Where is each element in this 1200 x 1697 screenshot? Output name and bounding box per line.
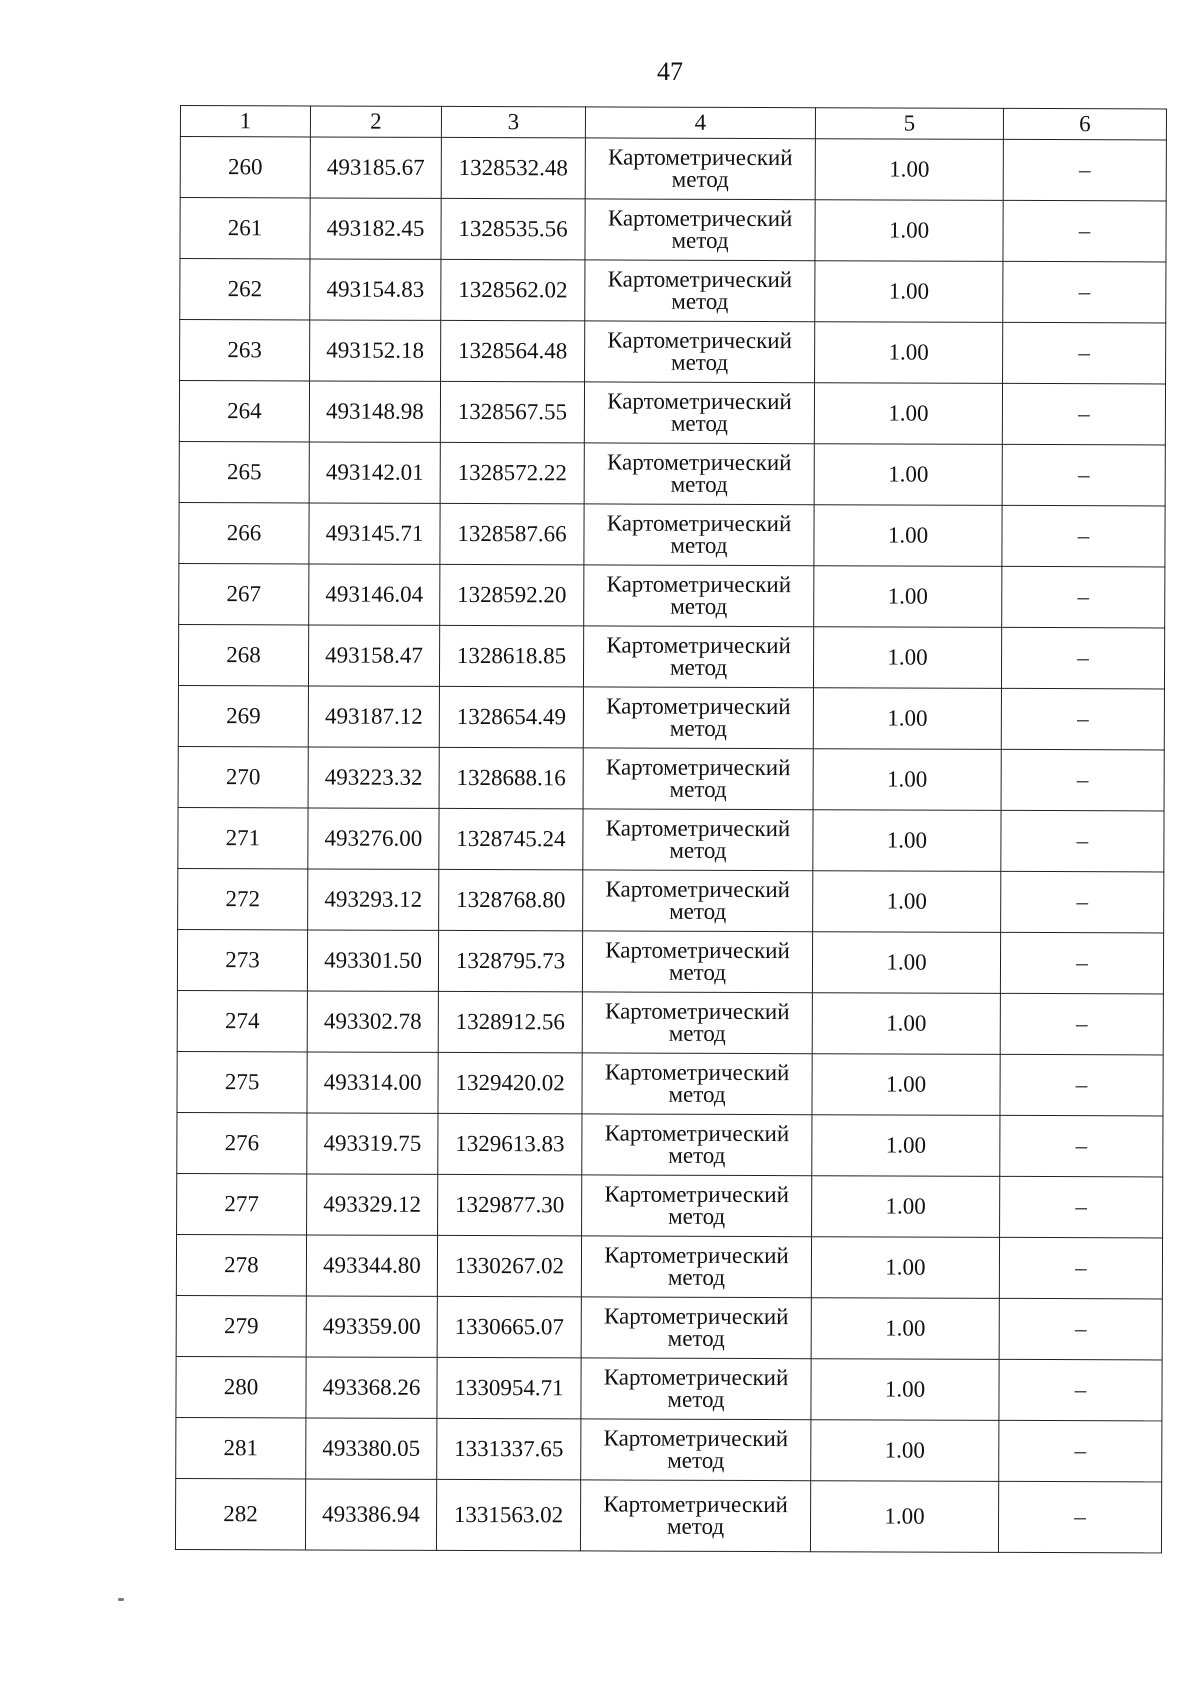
note-cell: –: [1003, 200, 1166, 262]
method-line-2: метод: [668, 1020, 726, 1046]
method-cell: [583, 870, 813, 932]
method-line-2: метод: [668, 1081, 726, 1107]
accuracy-cell: 1.00: [815, 261, 1003, 323]
accuracy-cell: 1.00: [815, 322, 1003, 384]
note-cell: –: [1001, 810, 1164, 872]
page-number: 47: [657, 57, 683, 86]
accuracy-cell: 1.00: [812, 1176, 1000, 1238]
point-number-cell: 268: [178, 624, 308, 685]
table-row: [177, 1173, 1163, 1237]
point-number-cell: 280: [176, 1356, 306, 1417]
y-coordinate-cell: 1328567.55: [440, 381, 584, 443]
accuracy-cell: 1.00: [813, 810, 1001, 872]
point-number-cell: 279: [176, 1295, 306, 1356]
x-coordinate-cell: 493276.00: [308, 808, 439, 869]
method-cell: [584, 443, 814, 505]
accuracy-cell: 1.00: [814, 505, 1002, 567]
method-line-2: метод: [671, 288, 729, 314]
method-cell: [585, 199, 815, 261]
y-coordinate-cell: 1328564.48: [441, 320, 585, 382]
y-coordinate-cell: 1328587.66: [440, 503, 584, 565]
method-line-1: Картометрический: [607, 205, 793, 232]
scan-speck: [118, 1598, 124, 1601]
coordinates-table: [175, 105, 1167, 1553]
accuracy-cell: 1.00: [813, 749, 1001, 811]
method-cell: [585, 321, 815, 383]
y-coordinate-cell: 1328532.48: [441, 137, 585, 199]
method-cell: [583, 687, 813, 749]
point-number-cell: 262: [180, 259, 310, 320]
table-row: [177, 1051, 1163, 1115]
y-coordinate-cell: 1329877.30: [438, 1174, 582, 1236]
method-cell: [584, 382, 814, 444]
x-coordinate-cell: 493380.05: [306, 1418, 437, 1479]
method-line-2: метод: [666, 1513, 725, 1539]
table-row: [177, 929, 1163, 993]
point-number-cell: 274: [177, 990, 307, 1051]
y-coordinate-cell: 1328618.85: [439, 625, 583, 687]
accuracy-cell: 1.00: [814, 444, 1002, 506]
table-row: [177, 1112, 1163, 1176]
note-cell: –: [1002, 383, 1165, 445]
point-number-cell: 281: [176, 1417, 306, 1478]
method-line-1: Картометрический: [604, 1242, 789, 1269]
table-row: [178, 685, 1164, 749]
table-row: [180, 259, 1166, 323]
point-number-cell: 265: [179, 441, 309, 502]
accuracy-cell: 1.00: [814, 566, 1002, 628]
point-number-cell: 273: [177, 929, 307, 990]
point-number-cell: 278: [176, 1234, 306, 1295]
point-number-cell: 267: [179, 563, 309, 624]
y-coordinate-cell: 1330954.71: [437, 1357, 581, 1419]
x-coordinate-cell: 493368.26: [306, 1357, 437, 1418]
method-line-1: Картометрический: [606, 449, 792, 476]
column-header: 4: [585, 107, 815, 139]
method-line-1: Картометрический: [603, 1491, 788, 1518]
accuracy-cell: 1.00: [811, 1237, 999, 1299]
point-number-cell: 264: [179, 381, 309, 442]
method-line-2: метод: [669, 898, 727, 924]
column-header: 1: [180, 106, 310, 137]
x-coordinate-cell: 493145.71: [309, 503, 440, 564]
point-number-cell: 269: [178, 685, 308, 746]
note-cell: –: [1003, 322, 1166, 384]
method-line-2: метод: [667, 1447, 725, 1473]
x-coordinate-cell: 493148.98: [309, 381, 440, 442]
x-coordinate-cell: 493185.67: [310, 137, 441, 198]
x-coordinate-cell: 493146.04: [309, 564, 440, 625]
x-coordinate-cell: 493152.18: [310, 320, 441, 381]
x-coordinate-cell: 493158.47: [308, 625, 439, 686]
table-row: [178, 746, 1164, 810]
point-number-cell: 270: [178, 746, 308, 807]
x-coordinate-cell: 493154.83: [310, 259, 441, 320]
method-line-1: Картометрический: [608, 144, 793, 171]
method-cell: [580, 1480, 810, 1552]
point-number-cell: 271: [178, 807, 308, 868]
accuracy-cell: 1.00: [813, 688, 1001, 750]
accuracy-cell: 1.00: [813, 627, 1001, 689]
method-cell: [582, 992, 812, 1054]
method-line-2: метод: [670, 410, 728, 436]
x-coordinate-cell: 493223.32: [308, 747, 439, 808]
method-cell: [581, 1419, 811, 1481]
accuracy-cell: 1.00: [815, 139, 1003, 201]
column-header: 6: [1003, 108, 1166, 140]
method-cell: [583, 809, 813, 871]
note-cell: –: [999, 1359, 1162, 1421]
note-cell: –: [1002, 444, 1165, 506]
x-coordinate-cell: 493329.12: [307, 1174, 438, 1235]
table-row: [179, 441, 1165, 505]
method-line-1: Картометрический: [603, 1303, 789, 1330]
note-cell: –: [1000, 932, 1163, 994]
point-number-cell: 277: [177, 1173, 307, 1234]
method-line-2: метод: [667, 1386, 725, 1412]
accuracy-cell: 1.00: [812, 1115, 1000, 1177]
method-line-1: Картометрический: [607, 388, 792, 415]
method-line-1: Картометрический: [606, 510, 792, 537]
y-coordinate-cell: 1330665.07: [437, 1296, 581, 1358]
method-line-2: метод: [668, 1203, 726, 1229]
x-coordinate-cell: 493142.01: [309, 442, 440, 503]
x-coordinate-cell: 493359.00: [306, 1296, 437, 1357]
point-number-cell: 275: [177, 1051, 307, 1112]
y-coordinate-cell: 1328654.49: [439, 686, 583, 748]
y-coordinate-cell: 1328795.73: [438, 930, 582, 992]
table-row: [178, 807, 1164, 871]
method-line-2: метод: [669, 776, 727, 802]
method-cell: [581, 1297, 811, 1359]
y-coordinate-cell: 1328688.16: [439, 747, 583, 809]
table-row: [176, 1356, 1162, 1420]
x-coordinate-cell: 493301.50: [307, 930, 438, 991]
y-coordinate-cell: 1328745.24: [439, 808, 583, 870]
note-cell: –: [999, 1420, 1162, 1482]
method-cell: [585, 260, 815, 322]
method-line-2: метод: [668, 959, 727, 985]
method-cell: [584, 504, 814, 566]
method-line-2: метод: [667, 1264, 725, 1290]
method-cell: [585, 138, 815, 200]
note-cell: –: [1003, 139, 1166, 201]
method-cell: [584, 565, 814, 627]
accuracy-cell: 1.00: [815, 200, 1003, 262]
note-cell: –: [1000, 1054, 1163, 1116]
method-line-2: метод: [668, 1142, 726, 1168]
method-line-1: Картометрический: [604, 1120, 790, 1147]
method-line-2: метод: [670, 593, 728, 619]
note-cell: –: [1000, 1176, 1163, 1238]
x-coordinate-cell: 493293.12: [308, 869, 439, 930]
table-header-row: [180, 106, 1166, 140]
accuracy-cell: 1.00: [811, 1298, 999, 1360]
table-row: [176, 1234, 1162, 1298]
method-line-1: Картометрический: [605, 815, 791, 842]
note-cell: –: [1001, 749, 1164, 811]
y-coordinate-cell: 1328768.80: [439, 869, 583, 931]
method-cell: [581, 1236, 811, 1298]
method-line-2: метод: [671, 227, 729, 253]
y-coordinate-cell: 1329613.83: [438, 1113, 582, 1175]
method-cell: [582, 931, 812, 993]
note-cell: –: [1002, 566, 1165, 628]
method-cell: [581, 1358, 811, 1420]
point-number-cell: 272: [178, 868, 308, 929]
y-coordinate-cell: 1331563.02: [436, 1479, 580, 1551]
table-row: [180, 137, 1166, 201]
table-row: [178, 868, 1164, 932]
note-cell: –: [1000, 993, 1163, 1055]
x-coordinate-cell: 493182.45: [310, 198, 441, 259]
point-number-cell: 260: [180, 137, 310, 198]
accuracy-cell: 1.00: [812, 1054, 1000, 1116]
point-number-cell: 282: [175, 1478, 305, 1549]
method-cell: [582, 1053, 812, 1115]
x-coordinate-cell: 493386.94: [305, 1479, 436, 1550]
y-coordinate-cell: 1328592.20: [440, 564, 584, 626]
column-header: 5: [815, 108, 1003, 140]
accuracy-cell: 1.00: [814, 383, 1002, 445]
method-line-2: метод: [669, 654, 728, 680]
table-row: [177, 990, 1163, 1054]
accuracy-cell: 1.00: [812, 993, 1000, 1055]
method-line-2: метод: [670, 532, 728, 558]
x-coordinate-cell: 493314.00: [307, 1052, 438, 1113]
method-line-2: метод: [669, 837, 727, 863]
method-line-1: Картометрический: [605, 937, 790, 964]
method-line-2: метод: [669, 715, 727, 741]
accuracy-cell: 1.00: [813, 871, 1001, 933]
x-coordinate-cell: 493187.12: [308, 686, 439, 747]
method-line-1: Картометрический: [606, 693, 791, 720]
method-cell: [582, 1175, 812, 1237]
table-row: [175, 1478, 1161, 1552]
method-line-1: Картометрический: [605, 998, 790, 1025]
table-row: [176, 1295, 1162, 1359]
method-line-1: Картометрический: [604, 1059, 790, 1086]
method-line-1: Картометрический: [605, 876, 791, 903]
table-row: [179, 563, 1165, 627]
method-line-2: метод: [671, 166, 729, 192]
y-coordinate-cell: 1331337.65: [437, 1418, 581, 1480]
note-cell: –: [998, 1481, 1161, 1553]
table-body: [175, 137, 1166, 1553]
y-coordinate-cell: 1328535.56: [441, 198, 585, 260]
method-line-1: Картометрический: [606, 632, 791, 659]
method-cell: [583, 626, 813, 688]
table-row: [179, 381, 1165, 445]
note-cell: –: [999, 1237, 1162, 1299]
method-line-1: Картометрический: [604, 1181, 789, 1208]
point-number-cell: 263: [180, 320, 310, 381]
note-cell: –: [1001, 627, 1164, 689]
y-coordinate-cell: 1329420.02: [438, 1052, 582, 1114]
method-line-2: метод: [667, 1325, 725, 1351]
method-line-1: Картометрический: [606, 571, 792, 598]
y-coordinate-cell: 1330267.02: [437, 1235, 581, 1297]
accuracy-cell: 1.00: [811, 1359, 999, 1421]
note-cell: –: [1001, 871, 1164, 933]
note-cell: –: [1003, 261, 1166, 323]
accuracy-cell: 1.00: [810, 1481, 998, 1553]
note-cell: –: [1001, 688, 1164, 750]
point-number-cell: 266: [179, 502, 309, 563]
column-header: 2: [310, 106, 441, 137]
note-cell: –: [1002, 505, 1165, 567]
method-cell: [582, 1114, 812, 1176]
method-line-1: Картометрический: [603, 1364, 789, 1391]
method-cell: [583, 748, 813, 810]
x-coordinate-cell: 493302.78: [307, 991, 438, 1052]
table-row: [176, 1417, 1162, 1481]
table-row: [180, 198, 1166, 262]
accuracy-cell: 1.00: [811, 1420, 999, 1482]
point-number-cell: 276: [177, 1112, 307, 1173]
point-number-cell: 261: [180, 198, 310, 259]
y-coordinate-cell: 1328912.56: [438, 991, 582, 1053]
table-row: [178, 624, 1164, 688]
method-line-2: метод: [670, 471, 728, 497]
y-coordinate-cell: 1328562.02: [441, 259, 585, 321]
note-cell: –: [1000, 1115, 1163, 1177]
method-line-1: Картометрический: [605, 754, 791, 781]
method-line-1: Картометрический: [607, 327, 792, 354]
y-coordinate-cell: 1328572.22: [440, 442, 584, 504]
table-row: [179, 502, 1165, 566]
x-coordinate-cell: 493344.80: [306, 1235, 437, 1296]
table-row: [180, 320, 1166, 384]
method-line-1: Картометрический: [607, 266, 793, 293]
column-header: 3: [441, 106, 585, 138]
method-line-1: Картометрический: [603, 1425, 789, 1452]
accuracy-cell: 1.00: [812, 932, 1000, 994]
x-coordinate-cell: 493319.75: [307, 1113, 438, 1174]
note-cell: –: [999, 1298, 1162, 1360]
method-line-2: метод: [671, 349, 729, 375]
